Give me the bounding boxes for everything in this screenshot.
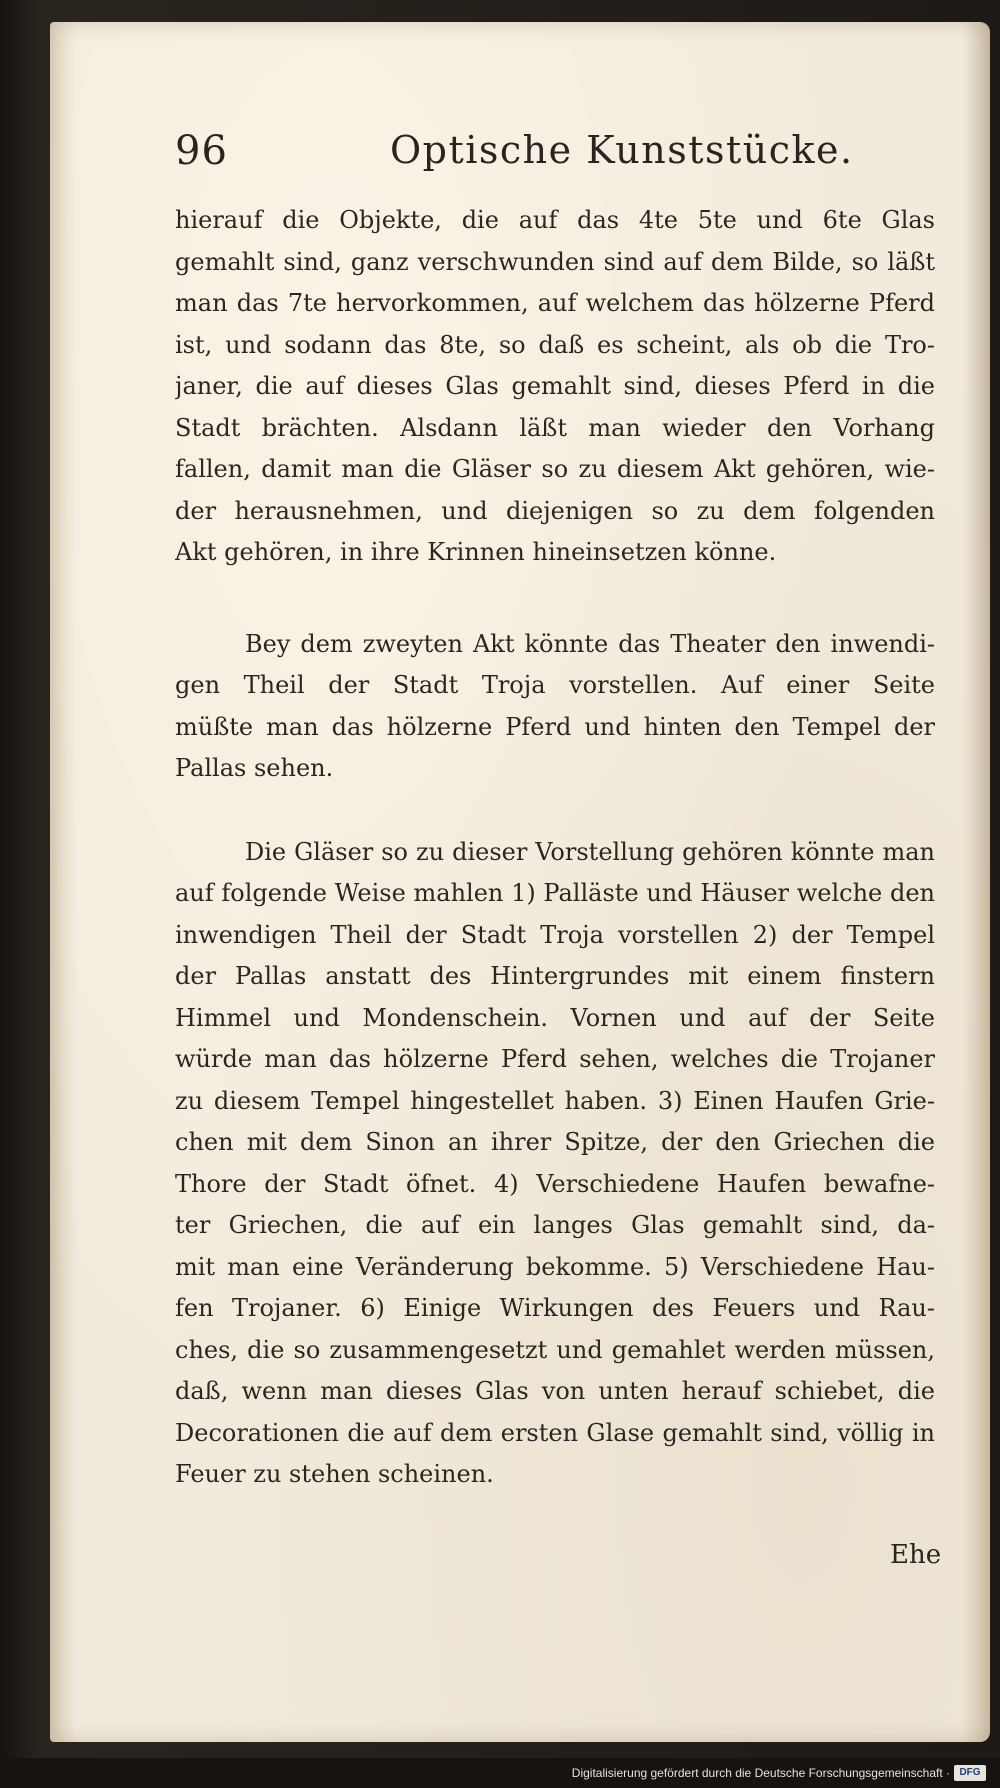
catchword: Ehe	[890, 1540, 942, 1570]
text-line: fallen, damit man die Gläser so zu diesem Akt gehören, wie-	[175, 455, 935, 483]
text-line: chen mit dem Sinon an ihrer Spitze, der den Griechen die	[175, 1128, 935, 1156]
text-line: auf folgende Weise mahlen 1) Palläste und Häuser welche den	[175, 879, 935, 907]
text-line: Thore der Stadt öfnet. 4) Verschiedene Haufen bewafne-	[175, 1169, 935, 1198]
text-line: inwendigen Theil der Stadt Troja vorstellen 2) der Tempel	[175, 920, 935, 949]
text-line: hierauf die Objekte, die auf das 4te 5te und 6te Glas	[175, 206, 935, 234]
dfg-logo: DFG	[954, 1765, 986, 1781]
text-line: Himmel und Mondenschein. Vornen und auf der Seite	[175, 1003, 935, 1032]
text-line: Pallas sehen.	[175, 754, 334, 782]
text-line: würde man das hölzerne Pferd sehen, welches die Trojaner	[175, 1045, 935, 1073]
text-line: Akt gehören, in ihre Krinnen hineinsetzen könne.	[175, 538, 777, 566]
text-line: gen Theil der Stadt Troja vorstellen. Auf einer Seite	[175, 671, 935, 699]
digitization-credit: Digitalisierung gefördert durch die Deutsche Forschungsgemeinschaft ·	[571, 1766, 950, 1780]
paragraph	[175, 624, 935, 790]
text-line: Stadt brächten. Alsdann läßt man wieder den Vorhang	[175, 413, 935, 442]
text-line: mit man eine Veränderung bekomme. 5) Verschiedene Hau-	[175, 1252, 935, 1281]
text-line: der herausnehmen, und diejenigen so zu dem folgenden	[175, 496, 935, 525]
text-line: ist, und sodann das 8te, so daß es scheint, als ob die Tro-	[175, 330, 935, 359]
body-text	[175, 200, 935, 1496]
text-line: zu diesem Tempel hingestellet haben. 3) Einen Haufen Grie-	[175, 1086, 935, 1115]
text-line: der Pallas anstatt des Hintergrundes mit einem finstern	[175, 962, 935, 990]
text-line: man das 7te hervorkommen, auf welchem das hölzerne Pferd	[175, 289, 935, 317]
text-line: Decorationen die auf dem ersten Glase gemahlt sind, völlig in	[175, 1418, 935, 1447]
text-line: ches, die so zusammengesetzt und gemahlet werden müssen,	[175, 1335, 935, 1364]
text-line: fen Trojaner. 6) Einige Wirkungen des Feuers und Rau-	[175, 1294, 935, 1322]
text-line: müßte man das hölzerne Pferd und hinten den Tempel der	[175, 712, 935, 741]
text-line: ter Griechen, die auf ein langes Glas gemahlt sind, da-	[175, 1211, 935, 1239]
text-line: Feuer zu stehen scheinen.	[175, 1460, 494, 1488]
running-title: Optische Kunststücke.	[390, 128, 854, 172]
text-line: gemahlt sind, ganz verschwunden sind auf dem Bilde, so läßt	[175, 247, 935, 276]
text-line: Bey dem zweyten Akt könnte das Theater den inwendi-	[245, 629, 935, 658]
text-line: janer, die auf dieses Glas gemahlt sind, dieses Pferd in die	[175, 372, 935, 400]
text-line: daß, wenn man dieses Glas von unten herauf schiebet, die	[175, 1377, 935, 1405]
paragraph	[175, 200, 935, 574]
text-line: Die Gläser so zu dieser Vorstellung gehören könnte man	[245, 837, 935, 866]
page-header	[175, 128, 935, 188]
page-number: 96	[175, 128, 228, 174]
paragraph	[175, 832, 935, 1496]
